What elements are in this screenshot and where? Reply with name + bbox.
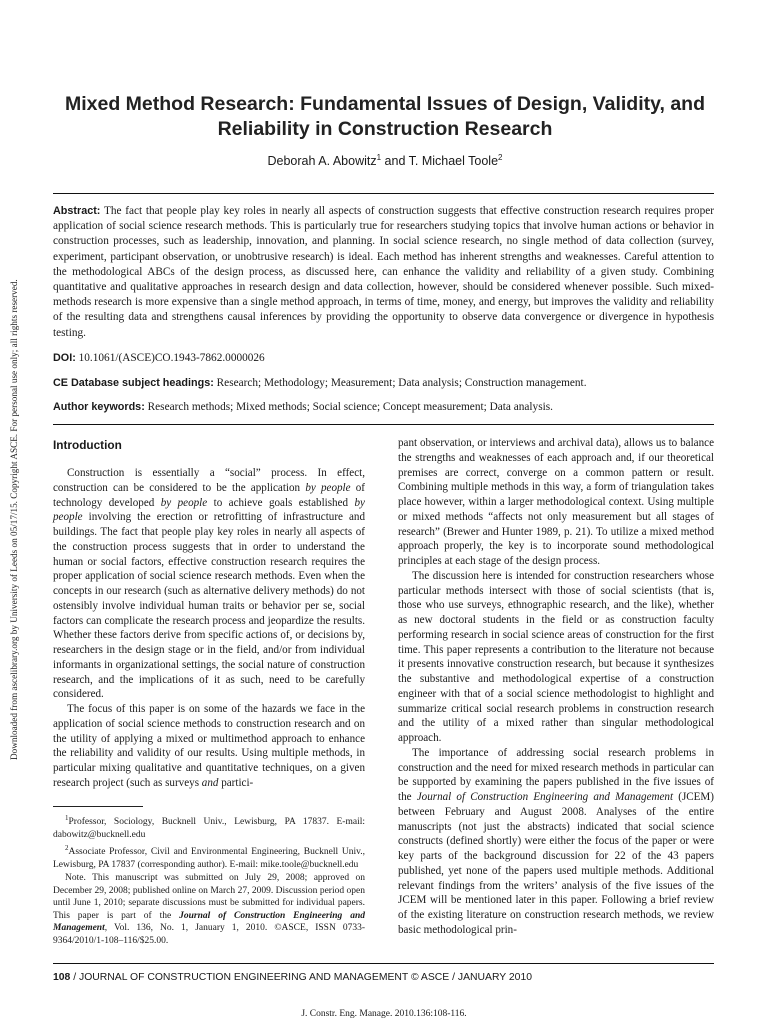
paragraph-text: involving the erection or retrofitting of infrastructure and buildings. The fact that people play key roles in nearly all aspects of the construction process suggests that in order to understand the human or social factors, effective construction research requires the proper application of social science research methods. Even when the concepts in our research (such as alternative delivery methods) do not ostensibly involve individual human traits or behavior per se, social factors can complicate the research process and jeopardize the results. Whether these factors derive from specific actions of, or decisions by, researchers in the design stage or in the field, and/or from individual informants in organizational settings, the social nature of construction research, and the implications of it as such, need to be carefully considered. [53,511,365,701]
doi-label: DOI: [53,352,76,364]
body-paragraph [398,746,714,938]
footnote-mark: 1 [65,814,69,822]
abstract [53,204,714,341]
note-text: Note. This manuscript was submitted on July 29, 2008; approved on December 29, 2008; published online on March 27, 2009. Discussion period open until June 1, 2010; separate discussions must be submitted for individual papers. This paper is part of the [53,873,365,921]
footnotes [53,812,365,948]
footnote-text: Professor, Sociology, Bucknell Univ., Lewisburg, PA 17837. E-mail: dabowitz@bucknell.edu [53,817,365,840]
footnote-text: Associate Professor, Civil and Environmental Engineering, Bucknell Univ., Lewisburg, PA 17837 (corresponding author). E-mail: mike.toole@bucknell.edu [53,847,365,870]
footnote-rule [53,806,143,807]
keywords-label: Author keywords: [53,401,145,413]
author-2: T. Michael Toole [408,154,499,169]
footnote [53,812,365,841]
body-paragraph: pant observation, or interviews and archival data), allows us to balance the strengths and weaknesses of each approach and, if our theoretical premises are correct, converge on a common pattern or result. Combining multiple methods in this way, a form of triangulation takes place however, within a larger methodological context. Using multiple or mixed methods “affects not only measurement but all stages of research” (Brewer and Hunter 1989, p. 21). To utilize a mixed method approach properly, the key is to incorporate sound methodological principles at each stage of the design process. [398,437,714,567]
body-paragraph: The discussion here is intended for construction researchers whose particular methods intersect with those of social scientists (that is, those who use surveys, ethnographic research, and the like), whether as new doctoral students in the field or as construction faculty performing research in social science areas of construction for the first time. This paper represents a contribution to the literature not because it presents innovative construction research, but because it synthesizes the substantive and methodological expertise of a construction engineer with that of a social science methodologist to highlight and summarize critical social research problems in construction research and the utility of a mixed rather than singular methodological approach. [398,569,714,744]
left-column [53,466,365,791]
paragraph-text: The importance of addressing social research problems in construction and the need for mixed research methods in particular can be supported by examining the papers published in the five issues of the [398,746,714,803]
abstract-label: Abstract: [53,205,101,217]
subject-headings-label: CE Database subject headings: [53,377,214,389]
emphasis: by people [160,496,208,509]
manuscript-note [53,872,365,947]
author-2-affiliation-mark: 2 [498,153,503,162]
section-heading-introduction: Introduction [53,438,122,452]
paper-title: Mixed Method Research: Fundamental Issues of Design, Validity, and Reliability in Construction Research [64,93,706,140]
footnote-mark: 2 [65,844,69,853]
download-notice-text: Downloaded from ascelibrary.org by University of Leeds on 05/17/15. Copyright ASCE. For personal use only; all rights reserved. [9,279,19,760]
author-conjunction: and [381,154,409,169]
right-column [398,436,714,938]
author-1: Deborah A. Abowitz [267,154,377,169]
paragraph-text: Construction is essentially a “social” process. In effect, construction can be considered to be the application [53,467,365,494]
author-line [40,153,730,168]
subject-headings-value: Research; Methodology; Measurement; Data analysis; Construction management. [216,377,587,389]
page-number: 108 [53,972,71,983]
subject-headings-line [53,376,714,391]
keywords-value: Research methods; Mixed methods; Social science; Concept measurement; Data analysis. [147,401,553,413]
abstract-text: The fact that people play key roles in nearly all aspects of construction suggests that effective construction research requires proper application of social science research methods. This is particularly true for researchers studying topics that involve human actions or behavior in construction processes, such as leadership, innovation, and planning. In social science research, no single method of data collection (survey, experiment, participant observation, or unobtrusive research) is ideal. Each method has inherent strengths and weaknesses. Careful attention to the methodological ABCs of the design process, as discussed here, can enhance the validity and reliability of a given study. Combining quantitative and qualitative approaches in research design and data collection, however, should be considered whenever possible. Such mixed-methods research is more expensive than a single method approach, in terms of time, money, and energy, but improves the validity and reliability of the resulting data and strengthens causal inferences by providing the opportunity to observe data convergence or divergence in hypothesis testing. [53,205,714,339]
doi-value: 10.1061/(ASCE)CO.1943-7862.0000026 [78,352,265,364]
body-paragraph [53,702,365,791]
paragraph-text: of technology developed [53,481,366,509]
body-paragraph [53,466,365,702]
footnote [53,842,365,871]
download-notice [3,240,19,760]
journal-footer: / JOURNAL OF CONSTRUCTION ENGINEERING AND MANAGEMENT © ASCE / JANUARY 2010 [70,972,533,983]
journal-name: Journal of Construction Engineering and Management [53,910,365,934]
paragraph-text: The focus of this paper is on some of the hazards we face in the application of social science methods to construction research and on the utility of applying a mixed or multimethod approach to enhance the reliability and validity of our results. Using multiple methods, in particular mixing qualitative and quantitative techniques, on a given research project (such as surveys [53,703,365,789]
abstract-rule [53,424,714,425]
journal-name: Journal of Construction Engineering and Management [416,791,674,803]
keywords-line [53,400,714,415]
running-footer [53,972,532,983]
paragraph-text: to achieve goals established [207,496,355,509]
emphasis: and [201,776,219,789]
note-text: , Vol. 136, No. 1, January 1, 2010. ©ASCE, ISSN 0733-9364/2010/1-108–116/$25.00. [53,923,365,946]
emphasis: by people [53,496,365,524]
author-1-affiliation-mark: 1 [376,153,382,162]
header-rule [53,193,714,194]
doi-line [53,351,714,366]
citation-line: J. Constr. Eng. Manage. 2010.136:108-116. [301,1009,467,1019]
paragraph-text: partici- [218,776,254,789]
paragraph-text: (JCEM) between February and August 2008. Analyses of the entire manuscripts (not just the abstracts) indicated that social science constructs (defined shortly) were either the focus of the paper or were key parts of the background discussion for 22 of the 43 papers published, yet none of the papers used multiple methods. Additional relevant findings from the writers’ analysis of the five issues of the JCEM will be mentioned later in this paper. Following a brief review of the existing literature on construction research methods, we review basic methodological prin- [398,791,714,936]
emphasis: by people [305,481,351,494]
footer-rule [53,963,714,964]
